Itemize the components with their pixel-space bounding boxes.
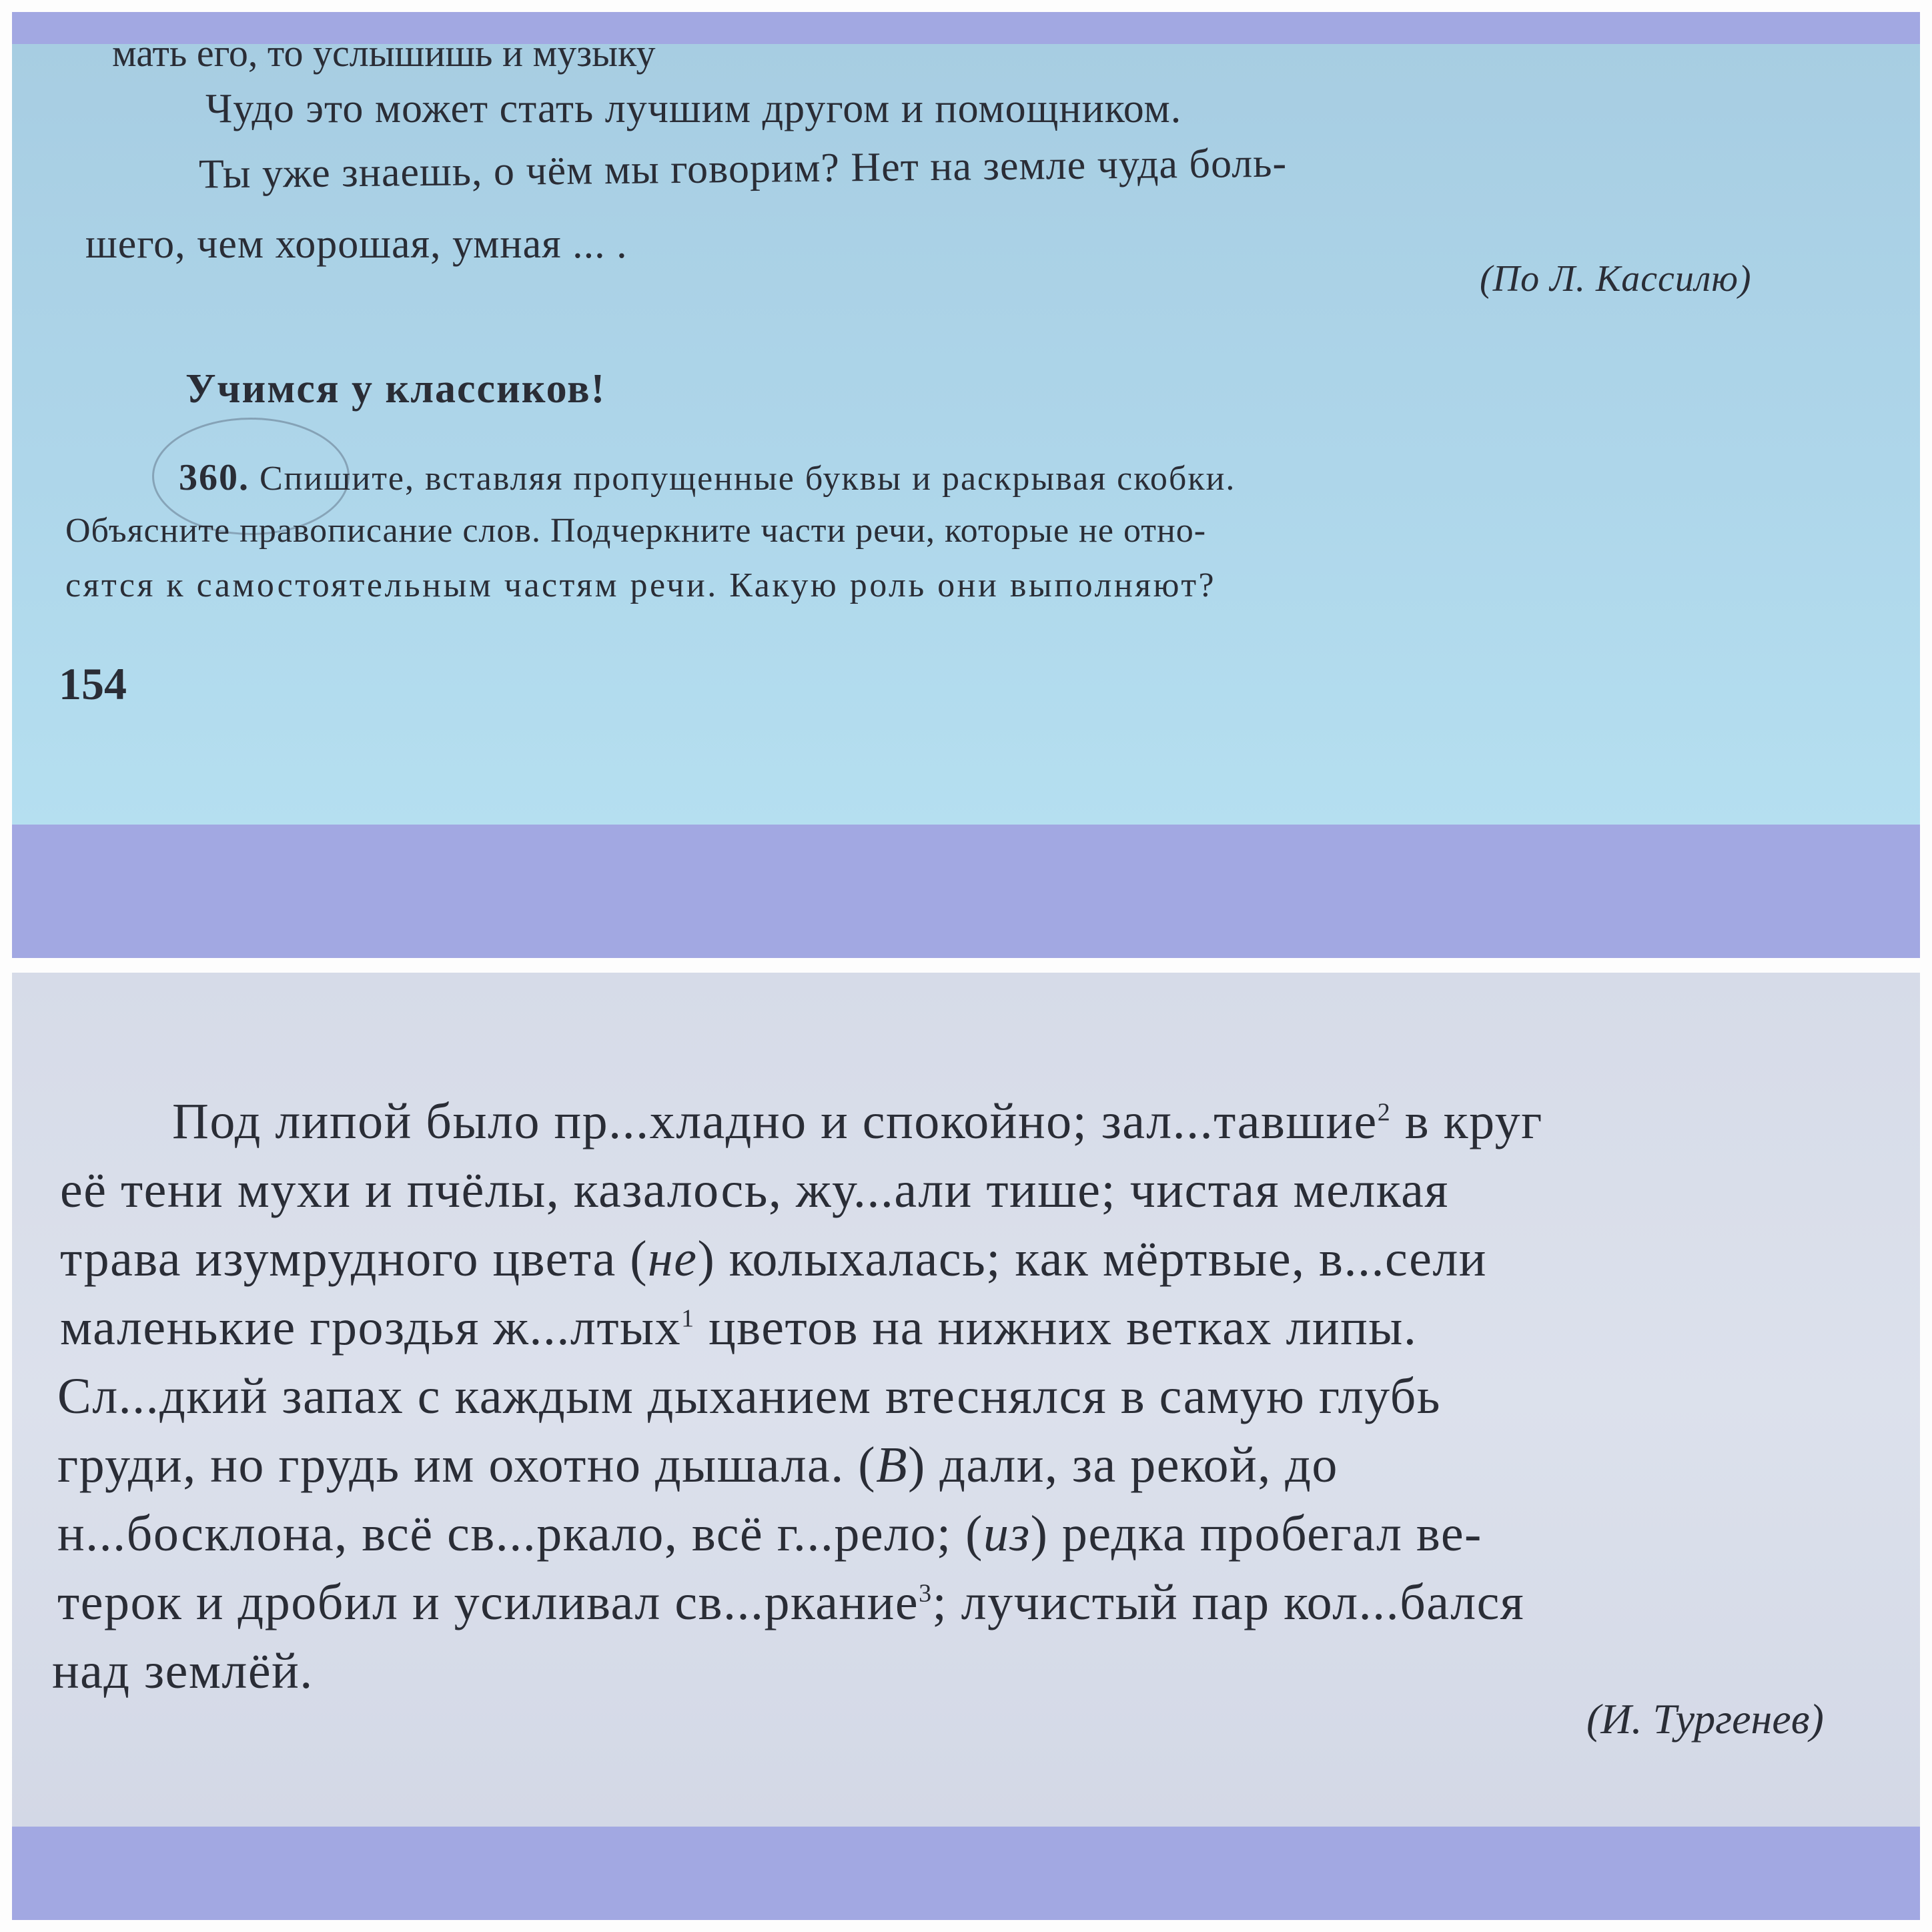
text-line-3: шего, чем хорошая, умная ... . bbox=[85, 221, 628, 267]
bottom-page bbox=[12, 973, 1920, 1827]
exercise-line-2: Объясните правописание слов. Подчеркните части речи, которые не отно- bbox=[65, 512, 1207, 550]
top-photo bbox=[12, 12, 1920, 958]
attribution-turgenev: (И. Тургенев) bbox=[1586, 1695, 1824, 1743]
text-line-1: Под липой было пр...хладно и спокойно; зал...тавшие$^2$ в круг bbox=[172, 1093, 1543, 1149]
attribution-kassil: (По Л. Кассилю) bbox=[1480, 258, 1752, 300]
text-line-2: её тени мухи и пчёлы, казалось, жу...али тише; чистая мелкая bbox=[60, 1162, 1449, 1218]
top-page bbox=[12, 31, 1920, 825]
text-line-8: терок и дробил и усиливал св...ркание$^3$; лучистый пар кол...бался bbox=[57, 1574, 1525, 1630]
section-heading: Учимся у классиков! bbox=[185, 366, 606, 412]
text-line-2: Ты уже знаешь, о чём мы говорим? Нет на земле чуда боль- bbox=[198, 140, 1288, 197]
exercise-line-1 bbox=[179, 456, 1236, 499]
bottom-photo bbox=[12, 973, 1920, 1920]
text-line-7: н...босклона, всё св...ркало, всё г...рело; (из) редка пробегал ве- bbox=[57, 1506, 1482, 1562]
exercise-number: 360. bbox=[179, 457, 250, 498]
exercise-text-1: Спишите, вставляя пропущенные буквы и раскрывая скобки. bbox=[260, 460, 1236, 498]
text-line-1: Чудо это может стать лучшим другом и помощником. bbox=[205, 86, 1182, 131]
text-line-6: груди, но грудь им охотно дышала. (В) дали, за рекой, до bbox=[57, 1437, 1338, 1493]
text-line-9: над землёй. bbox=[52, 1643, 314, 1699]
exercise-line-3: сятся к самостоятельным частям речи. Какую роль они выполняют? bbox=[65, 566, 1217, 604]
text-line-5: Сл...дкий запах с каждым дыханием втеснялся в самую глубь bbox=[57, 1368, 1441, 1424]
cut-line: мать его, то услышишь и музыку bbox=[112, 31, 656, 75]
text-line-3: трава изумрудного цвета (не) колыхалась; как мёртвые, в...сели bbox=[60, 1231, 1487, 1287]
text-line-4: маленькие гроздья ж...лтых$^1$ цветов на нижних ветках липы. bbox=[60, 1300, 1418, 1356]
page-number: 154 bbox=[59, 658, 127, 709]
